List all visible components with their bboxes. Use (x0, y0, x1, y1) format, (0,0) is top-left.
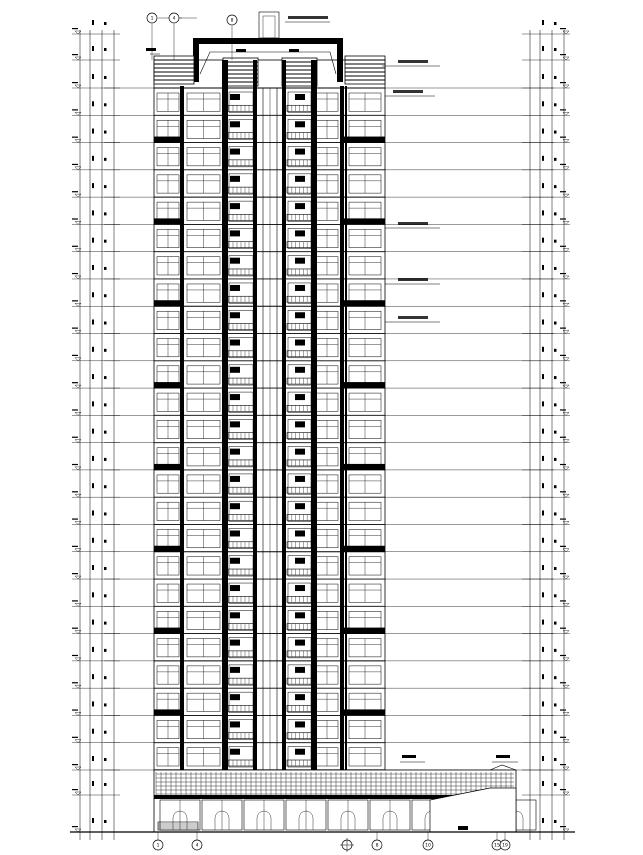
ac-unit (230, 340, 240, 346)
dim-glyph (92, 238, 94, 243)
level-glyph (72, 628, 78, 629)
ac-unit (295, 721, 305, 727)
dim-glyph (554, 76, 557, 79)
level-glyph (72, 382, 78, 383)
dim-glyph (554, 403, 557, 406)
level-glyph (72, 464, 78, 465)
dim-glyph (104, 48, 107, 51)
dim-glyph (542, 401, 544, 406)
dim-glyph (554, 820, 557, 823)
dim-glyph (92, 701, 94, 706)
dim-glyph (542, 647, 544, 652)
ac-unit (230, 530, 240, 536)
dim-glyph (542, 781, 544, 786)
dim-glyph (542, 46, 544, 51)
dim-glyph (554, 431, 557, 434)
dim-glyph (104, 158, 107, 161)
note-glyphs (398, 222, 428, 225)
dim-glyph (542, 238, 544, 243)
ac-unit (230, 367, 240, 373)
left-edge-band (180, 86, 184, 770)
dim-glyph (92, 818, 94, 823)
spandrel-panel (344, 300, 385, 306)
level-glyph (560, 355, 566, 356)
dim-glyph (104, 594, 107, 597)
ac-unit (295, 449, 305, 455)
level-glyph (560, 573, 566, 574)
level-glyph (72, 218, 78, 219)
ac-unit (295, 312, 305, 318)
ac-unit (295, 530, 305, 536)
level-glyph (72, 164, 78, 165)
ac-unit (230, 667, 240, 673)
dim-glyph (92, 756, 94, 761)
ac-unit (295, 149, 305, 155)
dim-glyph (104, 783, 107, 786)
ac-unit (295, 749, 305, 755)
spandrel-panel (154, 464, 184, 470)
note-glyphs (402, 755, 416, 758)
level-glyph (72, 546, 78, 547)
level-glyph (560, 628, 566, 629)
level-glyph (72, 82, 78, 83)
dim-glyph (104, 622, 107, 625)
spandrel-panel (344, 546, 385, 552)
dim-glyph (542, 20, 544, 25)
dim-glyph (554, 676, 557, 679)
dim-glyph (554, 294, 557, 297)
level-glyph (72, 826, 78, 827)
level-glyph (72, 246, 78, 247)
level-glyph (72, 273, 78, 274)
level-glyph (72, 764, 78, 765)
level-glyph (560, 137, 566, 138)
ac-unit (295, 121, 305, 127)
dim-glyph (104, 567, 107, 570)
dim-glyph (104, 212, 107, 215)
ac-unit (230, 558, 240, 564)
dim-glyph (92, 647, 94, 652)
ac-unit (295, 585, 305, 591)
dim-glyph (92, 401, 94, 406)
dim-glyph (554, 731, 557, 734)
dim-glyph (104, 267, 107, 270)
level-glyph (560, 382, 566, 383)
entrance-sign (458, 826, 468, 830)
dim-glyph (104, 703, 107, 706)
level-glyph (560, 518, 566, 519)
dim-glyph (92, 565, 94, 570)
axis-label: 15 (494, 843, 500, 849)
dim-glyph (104, 376, 107, 379)
level-glyph (560, 826, 566, 827)
dim-glyph (554, 758, 557, 761)
ac-unit (230, 149, 240, 155)
ac-unit (230, 258, 240, 264)
dim-glyph (542, 456, 544, 461)
dim-glyph (104, 322, 107, 325)
spandrel-panel (344, 218, 385, 224)
ac-unit (295, 667, 305, 673)
right-elevation-scale (522, 20, 570, 840)
dim-glyph (92, 729, 94, 734)
level-glyph (560, 28, 566, 29)
level-glyph (72, 409, 78, 410)
dim-glyph (92, 483, 94, 488)
level-glyph (72, 109, 78, 110)
level-glyph (72, 600, 78, 601)
dim-glyph (554, 703, 557, 706)
ac-unit (230, 394, 240, 400)
dim-glyph (92, 320, 94, 325)
dim-glyph (92, 46, 94, 51)
dim-glyph (104, 240, 107, 243)
ac-unit (230, 721, 240, 727)
dim-glyph (542, 538, 544, 543)
dim-glyph (104, 349, 107, 352)
level-glyph (560, 600, 566, 601)
ac-unit (295, 612, 305, 618)
level-glyph (72, 328, 78, 329)
right-edge-band-2 (345, 86, 347, 770)
level-glyph (560, 191, 566, 192)
dim-glyph (554, 376, 557, 379)
ac-unit (230, 612, 240, 618)
dim-glyph (554, 458, 557, 461)
dim-glyph (104, 131, 107, 134)
dim-glyph (104, 458, 107, 461)
dim-glyph (92, 620, 94, 625)
axis-label: 1 (150, 16, 154, 22)
dim-glyph (104, 185, 107, 188)
dim-glyph (104, 758, 107, 761)
spandrel-panel (344, 382, 385, 388)
level-glyph (72, 709, 78, 710)
ac-unit (295, 503, 305, 509)
dim-glyph (554, 103, 557, 106)
level-glyph (72, 789, 78, 790)
axis-label: 1 (156, 843, 160, 849)
dim-glyph (92, 674, 94, 679)
spandrel-panel (154, 218, 184, 224)
dim-glyph (542, 374, 544, 379)
level-glyph (72, 737, 78, 738)
dim-glyph (104, 294, 107, 297)
axis-label: 19 (502, 843, 508, 849)
dim-glyph (104, 676, 107, 679)
dim-glyph (104, 103, 107, 106)
axis-label: 10 (425, 843, 431, 849)
dim-glyph (542, 674, 544, 679)
level-glyph (560, 273, 566, 274)
dim-glyph (542, 429, 544, 434)
dim-glyph (554, 267, 557, 270)
dim-glyph (554, 185, 557, 188)
ac-unit (295, 258, 305, 264)
podium-facade (70, 765, 575, 832)
ac-unit (230, 203, 240, 209)
level-glyph (72, 655, 78, 656)
note-glyphs (288, 16, 328, 19)
dim-glyph (554, 783, 557, 786)
note-glyphs (398, 278, 428, 281)
ac-unit (295, 285, 305, 291)
ac-unit (230, 230, 240, 236)
dim-glyph (104, 649, 107, 652)
level-glyph (72, 491, 78, 492)
dim-glyph (542, 347, 544, 352)
left-elevation-scale (72, 20, 120, 840)
right-edge-band (340, 86, 344, 770)
axis-label: 4 (172, 16, 176, 22)
spandrel-panel (344, 709, 385, 715)
ac-unit (230, 94, 240, 100)
spandrel-panel (154, 300, 184, 306)
dim-glyph (554, 349, 557, 352)
level-glyph (560, 546, 566, 547)
dim-glyph (104, 76, 107, 79)
dim-glyph (554, 212, 557, 215)
ac-unit (230, 503, 240, 509)
dim-glyph (92, 538, 94, 543)
axis-label: 8 (230, 18, 234, 24)
level-glyph (560, 246, 566, 247)
dim-glyph (104, 22, 107, 25)
level-glyph (560, 164, 566, 165)
level-glyph (72, 518, 78, 519)
dim-glyph (542, 510, 544, 515)
dim-glyph (92, 510, 94, 515)
dim-glyph (104, 731, 107, 734)
level-glyph (72, 191, 78, 192)
ac-unit (295, 394, 305, 400)
dim-glyph (554, 540, 557, 543)
dim-glyph (554, 567, 557, 570)
dim-glyph (92, 265, 94, 270)
level-glyph (72, 437, 78, 438)
level-glyph (560, 109, 566, 110)
ac-unit (295, 694, 305, 700)
dim-glyph (92, 74, 94, 79)
dim-glyph (92, 781, 94, 786)
ac-unit (230, 421, 240, 427)
dim-glyph (104, 540, 107, 543)
level-glyph (560, 789, 566, 790)
dim-glyph (554, 240, 557, 243)
level-glyph (560, 300, 566, 301)
dim-glyph (542, 565, 544, 570)
spandrel-panel (344, 464, 385, 470)
dim-glyph (92, 183, 94, 188)
ac-unit (230, 585, 240, 591)
dim-glyph (554, 22, 557, 25)
entrance-roof (490, 765, 516, 770)
ac-unit (295, 640, 305, 646)
dim-glyph (92, 156, 94, 161)
note-glyphs (289, 49, 299, 52)
dim-glyph (104, 512, 107, 515)
ac-unit (295, 476, 305, 482)
level-glyph (560, 709, 566, 710)
dim-glyph (554, 622, 557, 625)
level-glyph (560, 764, 566, 765)
note-glyphs (393, 90, 423, 93)
spandrel-panel (344, 628, 385, 634)
level-glyph (560, 464, 566, 465)
ac-unit (295, 176, 305, 182)
level-glyph (560, 655, 566, 656)
dim-glyph (92, 210, 94, 215)
note-glyphs (398, 60, 428, 63)
note-glyphs (146, 48, 156, 51)
dim-glyph (542, 156, 544, 161)
dim-glyph (542, 483, 544, 488)
ac-unit (295, 203, 305, 209)
dim-glyph (542, 183, 544, 188)
dim-glyph (554, 322, 557, 325)
spandrel-panel (154, 137, 184, 143)
dim-glyph (542, 74, 544, 79)
level-glyph (560, 409, 566, 410)
dim-glyph (554, 131, 557, 134)
dim-glyph (554, 594, 557, 597)
dim-glyph (92, 101, 94, 106)
dim-glyph (542, 292, 544, 297)
dim-glyph (554, 48, 557, 51)
dim-glyph (542, 592, 544, 597)
ac-unit (230, 640, 240, 646)
level-glyph (72, 355, 78, 356)
dim-glyph (542, 701, 544, 706)
dim-glyph (542, 129, 544, 134)
level-glyph (560, 437, 566, 438)
ac-unit (295, 230, 305, 236)
dim-glyph (542, 101, 544, 106)
spandrel-panel (154, 546, 184, 552)
level-glyph (72, 573, 78, 574)
dim-glyph (92, 429, 94, 434)
level-glyph (72, 28, 78, 29)
dim-glyph (542, 620, 544, 625)
ac-unit (230, 312, 240, 318)
ac-unit (295, 558, 305, 564)
ac-unit (230, 176, 240, 182)
ac-unit (230, 749, 240, 755)
spandrel-panel (154, 382, 184, 388)
dim-glyph (104, 403, 107, 406)
ac-unit (295, 340, 305, 346)
level-glyph (72, 300, 78, 301)
dim-glyph (92, 592, 94, 597)
ac-unit (295, 367, 305, 373)
level-glyph (560, 328, 566, 329)
dim-glyph (104, 485, 107, 488)
spandrel-panel (154, 709, 184, 715)
ac-unit (230, 449, 240, 455)
dim-glyph (104, 431, 107, 434)
axis-label: 8 (375, 843, 379, 849)
dim-glyph (92, 347, 94, 352)
level-glyph (560, 682, 566, 683)
level-glyph (72, 682, 78, 683)
note-glyphs (496, 755, 510, 758)
note-glyphs (398, 316, 428, 319)
dim-glyph (92, 456, 94, 461)
level-glyph (560, 491, 566, 492)
dim-glyph (554, 485, 557, 488)
note-glyphs (236, 49, 246, 52)
tower-facade (154, 12, 385, 770)
dim-glyph (92, 292, 94, 297)
dim-glyph (542, 320, 544, 325)
dim-glyph (554, 158, 557, 161)
level-glyph (560, 218, 566, 219)
ac-unit (295, 94, 305, 100)
ac-unit (230, 694, 240, 700)
level-glyph (560, 82, 566, 83)
spandrel-panel (344, 137, 385, 143)
ac-unit (230, 476, 240, 482)
dim-glyph (542, 265, 544, 270)
spandrel-panel (154, 628, 184, 634)
axis-label: 4 (195, 843, 199, 849)
level-glyph (72, 54, 78, 55)
dim-glyph (542, 818, 544, 823)
level-glyph (72, 137, 78, 138)
dim-glyph (92, 374, 94, 379)
dim-glyph (542, 210, 544, 215)
dim-glyph (92, 20, 94, 25)
dim-glyph (542, 756, 544, 761)
ac-unit (295, 421, 305, 427)
dim-glyph (554, 512, 557, 515)
ac-unit (230, 285, 240, 291)
dim-glyph (542, 729, 544, 734)
level-glyph (560, 737, 566, 738)
dim-glyph (554, 649, 557, 652)
dim-glyph (104, 820, 107, 823)
level-glyph (560, 54, 566, 55)
dim-glyph (92, 129, 94, 134)
ac-unit (230, 121, 240, 127)
